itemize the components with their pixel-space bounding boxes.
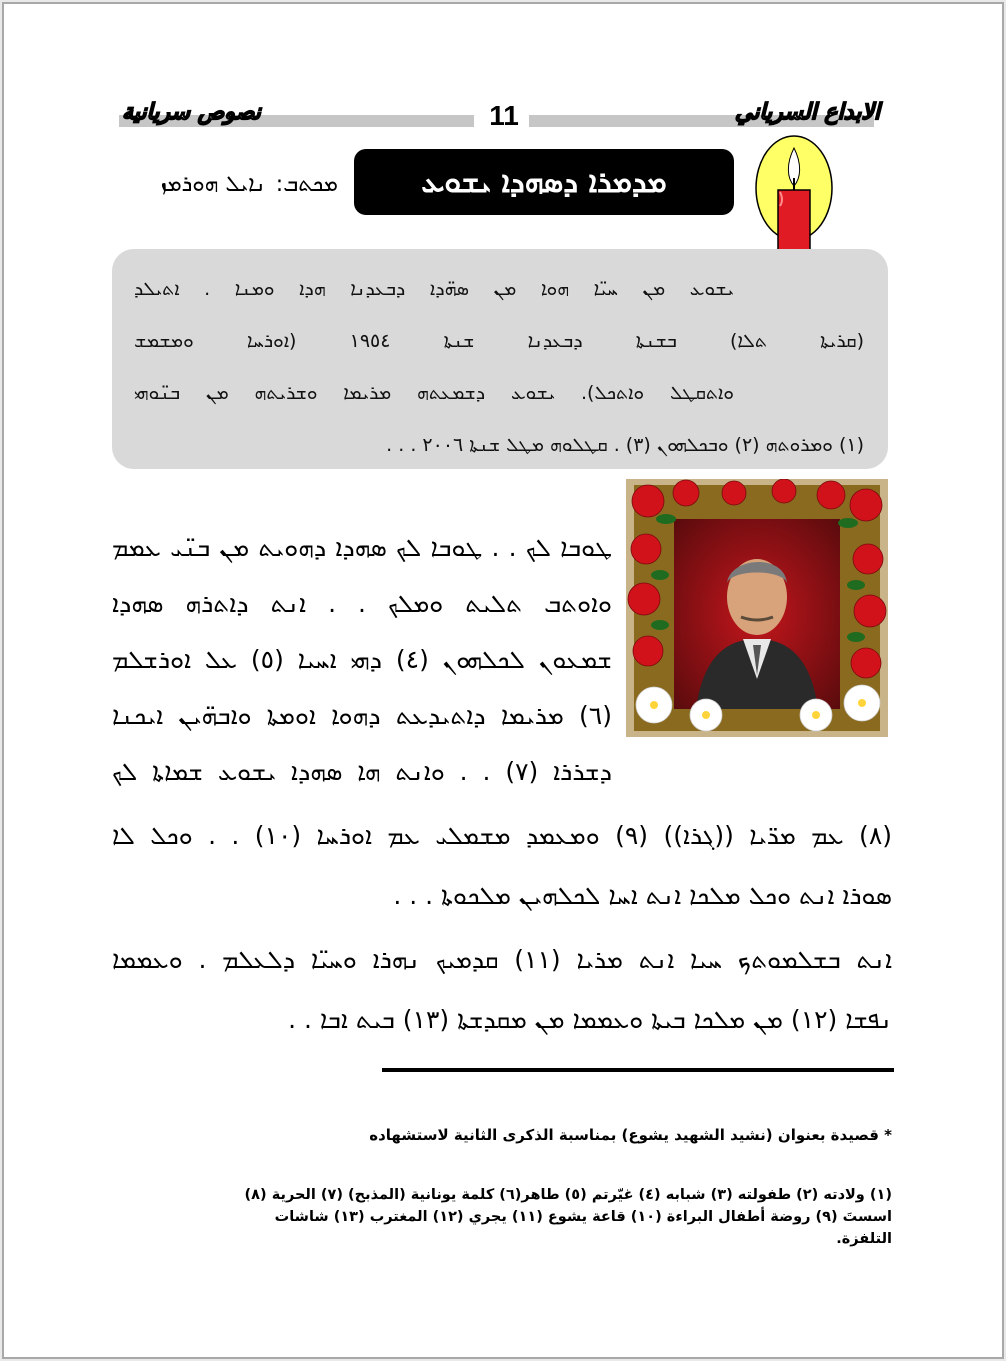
poem-line-4: (٦) ܡܪܝܡܐ ܕܐܬܝܕܥܬ ܕܗܘܐ ܐܘܡܬܐ ܘܐܒܗ̈ܝܢ ܐܝܟܢܐ [112, 701, 612, 730]
intro-line-2: (ܩܪܝܬܐ ܬܠܐ) ܒܫܢܬܐ ܕܒܥܕܢܐ ܫܢܬܐ ١٩٥٤ (ܐܘܪܚܐ ܘܡܫܡܫ [134, 330, 864, 352]
title-box [354, 149, 734, 215]
poem-line-7: ܣܘܪܐ ܐܢܬ ܘܟܠ ܡܠܟܐ ܐܢܬ ܐܚܐ ܠܟܠܗܝܢ ܡܠܟܘܬܐ . . . [393, 881, 892, 910]
header-right-title: الابداع السرياني [734, 100, 880, 125]
portrait-photo [626, 479, 888, 737]
footnote-line-3: التلفزة. [836, 1231, 892, 1247]
footnote-line-1: (١) ولادته (٢) طفولته (٣) شبابه (٤) غيّرتم (٥) طاهر(٦) كلمة يونانية (المذبح) (٧) الحرية (٨) [244, 1187, 892, 1203]
footnote-title: * قصيدة بعنوان (نشيد الشهيد يشوع) بمناسبة الذكرى الثانية لاستشهاده [369, 1126, 892, 1144]
footnote-line-2: اسستَ (٩) روضة أطفال البراءة (١٠) قاعة يشوع (١١) يجري (١٢) المغترب (١٣) شاشات [274, 1209, 892, 1225]
intro-line-1: ܝܫܘܥ ܡܢ ܚܝ̈ܐ ܗܘܐ ܡܢ ܣܗ̈ܕܐ ܕܒܥܕܢܐ ܗܕܐ ܘܡܢܐ . ܐܬܝܠܕ [134, 278, 734, 300]
intro-line-3: ܘܐܬܩܛܠ ܘܐܬܟܠ). ܝܫܘܥ ܕܫܡܥܬܗ ܡܪܝܡܐ ܘܫܪܝܬܗ ܡܢ ܒܢ̈ܘܗܝ [134, 382, 734, 404]
poem-title: ܡܕܡܪܐ ܕܣܗܕܐ ܝܫܘܥ [421, 164, 667, 200]
poem-line-5: ܕܫܪܪܐ (٧) . . ܘܐܢܬ ܗܐ ܣܗܕܐ ܝܫܘܥ ܫܡܐܬܐ ܠܟ [112, 757, 612, 786]
poem-line-6: (٨) ܥܡ ܡܪ̈ܝܐ ((ܓܪܐ)) (٩) ܘܡܥܡܕ ܡܫܡܠܝ ܥܡ ܐܘܪܚܐ (١٠) . . ܘܟܠ ܠܐ [112, 821, 892, 850]
intro-box [112, 249, 888, 469]
poem-line-3: ܫܡܥܘܢ ܠܟܠܗܘܢ (٤) ܕܗܝ ܐܚܝܐ (٥) ܥܠ ܐܘܪܫܠܡ [112, 645, 612, 674]
header-left-title: نصوص سريانية [122, 100, 261, 125]
intro-line-4: (١) ܘܡܪܘܬܗ (٢) ܘܒܟܠܗܘܢ (٣) . ܩܛܠܘܗ ܡܛܠ ܫܢܬܐ ٢٠٠٦ . . . [386, 434, 864, 456]
author-line [116, 172, 338, 197]
section-divider [382, 1068, 894, 1072]
poem-line-1: ܛܘܒܐ ܠܟ . . ܛܘܒܐ ܠܟ ܣܗܕܐ ܕܗܘܝܬ ܡܢ ܒܢ̈ܝ ܥܡܡ [112, 533, 612, 562]
poem-line-2: ܘܐܘܬܒ ܬܠܝܬ ܘܡܠܟ . . ܐܢܬ ܕܐܬܪܗ ܣܗܕܐ [112, 589, 612, 618]
page-number: 11 [489, 100, 519, 131]
document-page [2, 2, 1004, 1359]
author-name: ܢܐܝܠ ܗܘܪܡܙ [160, 172, 266, 197]
footnote-body [144, 1184, 892, 1250]
poem-line-8: ܐܢܬ ܒܫܠܡܘܬܟ ܚܝܐ ܐܢܬ ܡܪܝܐ (١١) ܩܕܡܝܟ ܢܗܪܐ ܘܚܝ̈ܐ ܕܠܥܠܡ . ܘܥܡܡܐ [112, 945, 892, 974]
poem-line-9: ܢܦܫܐ (١٢) ܡܢ ܡܠܟܐ ܒܝܬܐ ܘܥܡܡܐ ܡܢ ܡܩܕܫܬܐ (١٣) ܒܝܬ ܐܒܐ . . [288, 1005, 892, 1034]
author-label: ܡܟܬܒ: [275, 172, 338, 197]
